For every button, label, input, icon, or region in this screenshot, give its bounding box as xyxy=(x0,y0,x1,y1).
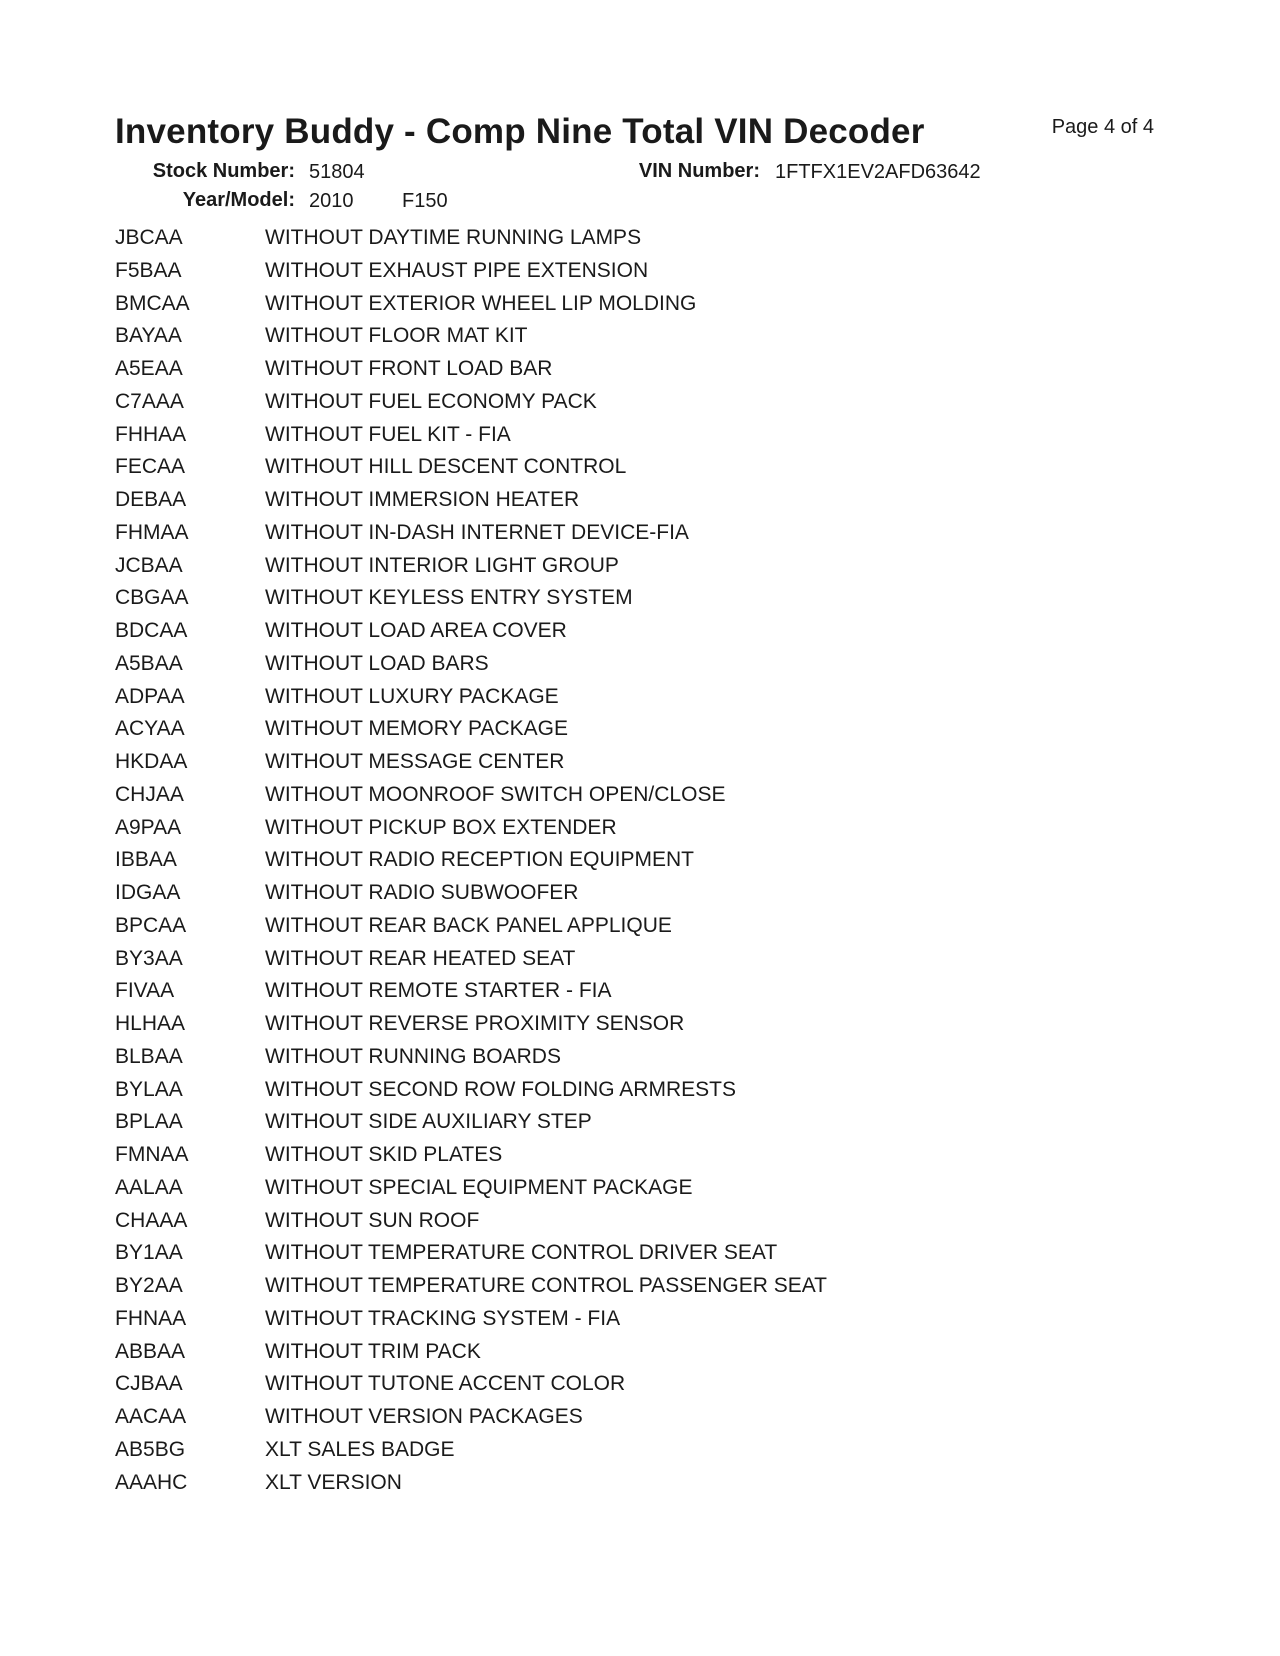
option-description: WITHOUT HILL DESCENT CONTROL xyxy=(265,455,627,479)
option-row xyxy=(115,1274,827,1307)
option-code: HKDAA xyxy=(115,750,188,773)
option-description: WITHOUT RADIO SUBWOOFER xyxy=(265,881,579,904)
option-code: A9PAA xyxy=(115,815,182,839)
option-row xyxy=(115,1078,827,1111)
option-description: WITHOUT RADIO RECEPTION EQUIPMENT xyxy=(265,848,694,872)
option-row xyxy=(115,1471,827,1504)
option-code: BLBAA xyxy=(115,1044,183,1068)
option-description: WITHOUT MEMORY PACKAGE xyxy=(265,717,568,741)
option-row xyxy=(115,1143,827,1176)
option-code: BPCAA xyxy=(115,913,187,937)
option-code: A5EAA xyxy=(115,357,183,380)
option-row xyxy=(115,652,827,685)
option-code: BPLAA xyxy=(115,1110,183,1134)
option-code-list xyxy=(115,226,827,1503)
vin-number-label: VIN Number: xyxy=(638,160,760,182)
option-description: WITHOUT LOAD BARS xyxy=(265,651,489,675)
option-row xyxy=(115,1405,827,1438)
option-code: F5BAA xyxy=(115,258,182,282)
option-code: AACAA xyxy=(115,1405,187,1428)
option-row xyxy=(115,685,827,718)
option-row xyxy=(115,1340,827,1373)
option-row xyxy=(115,1241,827,1274)
option-row xyxy=(115,292,827,325)
option-code: BY1AA xyxy=(115,1241,183,1265)
option-description: WITHOUT TEMPERATURE CONTROL DRIVER SEAT xyxy=(265,1241,778,1265)
option-code: CJBAA xyxy=(115,1372,183,1396)
option-code: DEBAA xyxy=(115,488,187,511)
option-row xyxy=(115,1372,827,1405)
option-code: AB5BG xyxy=(115,1437,186,1461)
option-code: ADPAA xyxy=(115,684,185,708)
option-code: BY3AA xyxy=(115,946,183,970)
option-description: WITHOUT VERSION PACKAGES xyxy=(265,1405,583,1428)
option-description: WITHOUT MESSAGE CENTER xyxy=(265,750,565,773)
option-description: WITHOUT REVERSE PROXIMITY SENSOR xyxy=(265,1012,685,1035)
option-description: WITHOUT REMOTE STARTER - FIA xyxy=(265,979,612,1003)
option-description: WITHOUT INTERIOR LIGHT GROUP xyxy=(265,553,619,577)
option-row xyxy=(115,783,827,816)
option-description: WITHOUT FUEL KIT - FIA xyxy=(265,422,511,446)
option-row xyxy=(115,586,827,619)
option-description: WITHOUT FLOOR MAT KIT xyxy=(265,324,528,348)
option-description: WITHOUT TUTONE ACCENT COLOR xyxy=(265,1372,626,1396)
option-description: WITHOUT FRONT LOAD BAR xyxy=(265,357,553,380)
option-code: CBGAA xyxy=(115,586,189,610)
option-code: CHJAA xyxy=(115,782,184,806)
option-code: BDCAA xyxy=(115,619,188,642)
vin-number-value: 1FTFX1EV2AFD63642 xyxy=(775,161,981,183)
option-code: BY2AA xyxy=(115,1274,183,1297)
option-description: XLT VERSION xyxy=(265,1470,402,1494)
option-code: ABBAA xyxy=(115,1339,186,1363)
option-code: FHHAA xyxy=(115,422,187,446)
document-title: Inventory Buddy - Comp Nine Total VIN Decoder xyxy=(115,112,925,151)
option-description: WITHOUT IMMERSION HEATER xyxy=(265,488,580,511)
option-description: WITHOUT TRACKING SYSTEM - FIA xyxy=(265,1306,621,1330)
option-row xyxy=(115,914,827,947)
option-description: WITHOUT RUNNING BOARDS xyxy=(265,1044,561,1068)
option-description: WITHOUT SPECIAL EQUIPMENT PACKAGE xyxy=(265,1175,693,1199)
option-row xyxy=(115,357,827,390)
option-row xyxy=(115,423,827,456)
option-description: WITHOUT SUN ROOF xyxy=(265,1208,480,1232)
option-row xyxy=(115,750,827,783)
option-row xyxy=(115,619,827,652)
year-model-label: Year/Model: xyxy=(182,189,295,211)
option-description: WITHOUT MOONROOF SWITCH OPEN/CLOSE xyxy=(265,782,726,806)
option-code: CHAAA xyxy=(115,1208,188,1232)
option-row xyxy=(115,521,827,554)
option-description: XLT SALES BADGE xyxy=(265,1437,455,1461)
option-row xyxy=(115,1012,827,1045)
stock-number-value: 51804 xyxy=(309,161,365,183)
option-description: WITHOUT FUEL ECONOMY PACK xyxy=(265,389,597,413)
option-code: JCBAA xyxy=(115,553,183,577)
option-row xyxy=(115,488,827,521)
option-row xyxy=(115,1045,827,1078)
option-row xyxy=(115,1176,827,1209)
option-description: WITHOUT LOAD AREA COVER xyxy=(265,619,567,642)
option-description: WITHOUT TRIM PACK xyxy=(265,1339,481,1363)
option-row xyxy=(115,1307,827,1340)
option-row xyxy=(115,979,827,1012)
option-row xyxy=(115,259,827,292)
option-row xyxy=(115,848,827,881)
option-description: WITHOUT EXHAUST PIPE EXTENSION xyxy=(265,258,649,282)
option-description: WITHOUT KEYLESS ENTRY SYSTEM xyxy=(265,586,633,610)
stock-number-label: Stock Number: xyxy=(152,160,295,182)
option-description: WITHOUT REAR BACK PANEL APPLIQUE xyxy=(265,913,672,937)
option-code: A5BAA xyxy=(115,651,183,675)
option-row xyxy=(115,226,827,259)
option-row xyxy=(115,816,827,849)
option-description: WITHOUT SIDE AUXILIARY STEP xyxy=(265,1110,592,1134)
option-code: BAYAA xyxy=(115,324,182,348)
year-value: 2010 xyxy=(309,190,354,212)
option-description: WITHOUT REAR HEATED SEAT xyxy=(265,946,576,970)
option-row xyxy=(115,324,827,357)
option-code: FHNAA xyxy=(115,1306,187,1330)
option-code: FIVAA xyxy=(115,979,175,1003)
option-row xyxy=(115,1209,827,1242)
option-code: AALAA xyxy=(115,1175,183,1199)
option-description: WITHOUT SKID PLATES xyxy=(265,1143,503,1166)
option-code: JBCAA xyxy=(115,226,183,249)
option-description: WITHOUT IN-DASH INTERNET DEVICE-FIA xyxy=(265,520,689,544)
option-code: FECAA xyxy=(115,455,186,479)
option-row xyxy=(115,1110,827,1143)
option-description: WITHOUT EXTERIOR WHEEL LIP MOLDING xyxy=(265,291,697,315)
option-code: IBBAA xyxy=(115,848,177,872)
option-description: WITHOUT SECOND ROW FOLDING ARMRESTS xyxy=(265,1077,736,1101)
option-code: HLHAA xyxy=(115,1012,186,1035)
option-code: FMNAA xyxy=(115,1143,189,1166)
option-row xyxy=(115,390,827,423)
option-code: BMCAA xyxy=(115,291,190,315)
option-row xyxy=(115,1438,827,1471)
option-description: WITHOUT PICKUP BOX EXTENDER xyxy=(265,815,617,839)
option-code: C7AAA xyxy=(115,389,184,413)
model-value: F150 xyxy=(402,190,448,212)
option-code: BYLAA xyxy=(115,1077,183,1101)
option-description: WITHOUT LUXURY PACKAGE xyxy=(265,684,559,708)
option-code: IDGAA xyxy=(115,881,181,904)
option-row xyxy=(115,717,827,750)
option-description: WITHOUT DAYTIME RUNNING LAMPS xyxy=(265,226,642,249)
page-indicator: Page 4 of 4 xyxy=(1051,116,1154,138)
option-code: ACYAA xyxy=(115,717,185,741)
option-row xyxy=(115,455,827,488)
option-row xyxy=(115,947,827,980)
option-code: AAAHC xyxy=(115,1470,188,1494)
option-description: WITHOUT TEMPERATURE CONTROL PASSENGER SEAT xyxy=(265,1274,828,1297)
option-row xyxy=(115,554,827,587)
option-row xyxy=(115,881,827,914)
option-code: FHMAA xyxy=(115,520,189,544)
